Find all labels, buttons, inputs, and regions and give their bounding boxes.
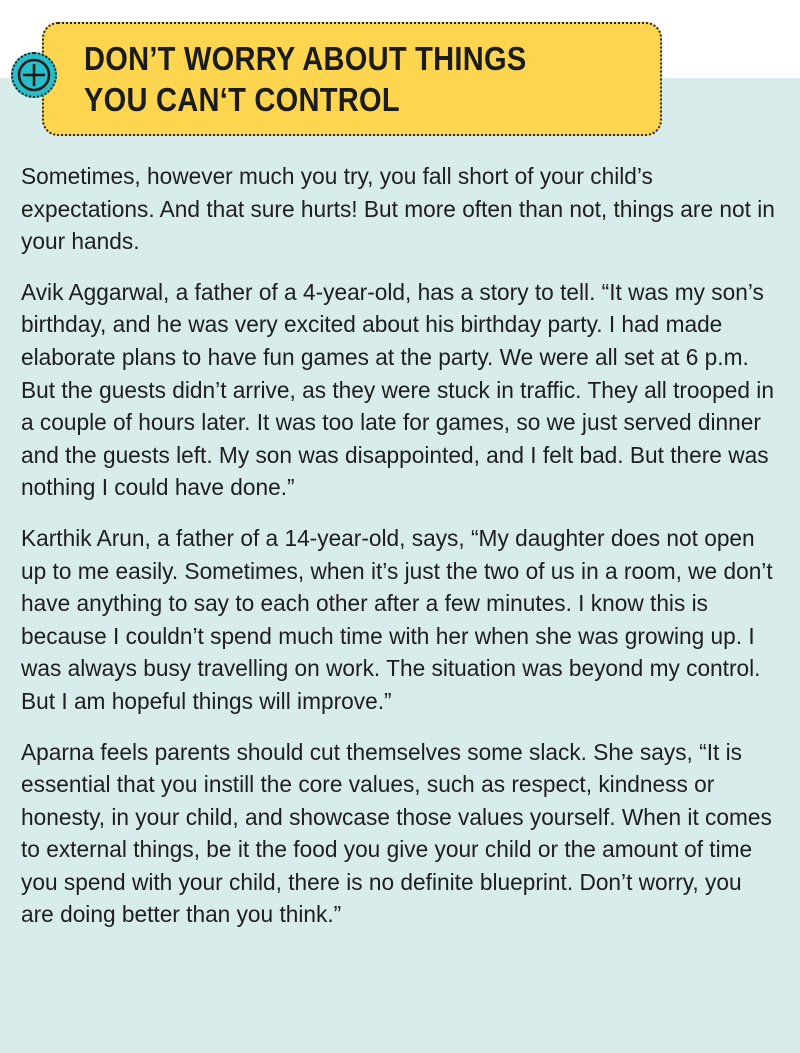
paragraph-4: Aparna feels parents should cut themselves some slack. She says, “It is essential that you instill the core values, such as respect, kindness or honesty, in your child, and showcase those values yourself. When it comes to external things, be it the food you give your child or the amount of time you spend with your child, there is no definite blueprint. Don’t worry, you are doing better than you think.” [21,738,772,928]
paragraph-1: Sometimes, however much you try, you fall short of your child’s expectations. And that sure hurts! But more often than not, things are not in your hands. [21,163,775,255]
title-line-1: DON’T WORRY ABOUT THINGS [84,40,527,77]
compass-cross-icon [11,52,57,98]
paragraph-2: Avik Aggarwal, a father of a 4-year-old, has a story to tell. “It was my son’s birthday, and he was very excited about his birthday party. I had made elaborate plans to have fun games at the party. We were all set at 6 p.m. But the guests didn’t arrive, as they were stuck in traffic. They all trooped in a couple of hours later. It was too late for games, so we just served dinner and the guests left. My son was disappointed, and I felt bad. But there was nothing I could have done.” [21,278,774,501]
compass-cross-icon-glyph [13,54,55,96]
paragraph-3: Karthik Arun, a father of a 14-year-old, says, “My daughter does not open up to me easily. Sometimes, when it’s just the two of us in a room, we don’t have anything to say to each other after a few minutes. I know this is because I couldn’t spend much time with her when she was growing up. I was always busy travelling on work. The situation was beyond my control. But I am hopeful things will improve.” [21,524,773,714]
title-line-2: YOU CAN‘T CONTROL [84,81,400,118]
article-body [21,160,781,949]
page-title [84,38,526,120]
